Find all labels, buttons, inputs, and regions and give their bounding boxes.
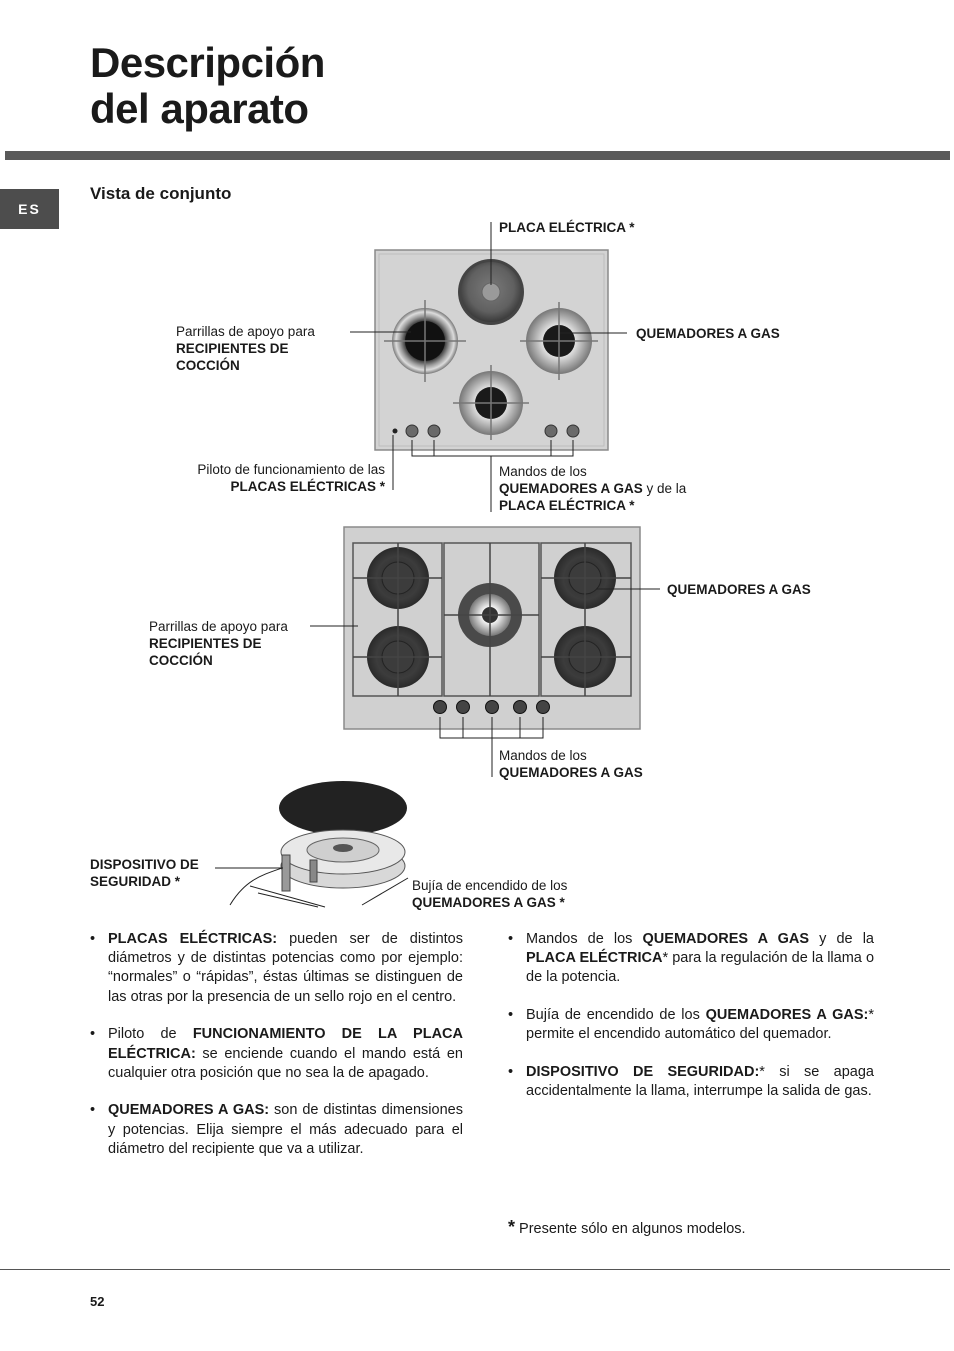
language-tab: ES [0, 189, 59, 229]
bullet-dispositivo: • DISPOSITIVO DE SEGURIDAD:* si se apaga accidentalmente la llama, interrumpe la salida de gas. [508, 1063, 874, 1101]
left-text-column [90, 930, 463, 1178]
dispositivo-label: DISPOSITIVO DE SEGURIDAD * [90, 857, 199, 889]
quemadores-label-2: QUEMADORES A GAS [667, 582, 811, 597]
page-number: 52 [90, 1294, 105, 1309]
quemadores-label-1: QUEMADORES A GAS [636, 326, 780, 341]
bullet-bujia: • Bujía de encendido de los QUEMADORES A GAS:* permite el encendido automático del quemador. [508, 1006, 874, 1044]
pilot-light-icon [393, 429, 398, 434]
footnote: * Presente sólo en algunos modelos. [508, 1217, 746, 1237]
bullet-mandos: • Mandos de los QUEMADORES A GAS y de la PLACA ELÉCTRICA* para la regulación de la llama o de la potencia. [508, 930, 874, 988]
parrillas-label-1: Parrillas de apoyo para RECIPIENTES DE COCCIÓN [176, 324, 315, 373]
piloto-label: Piloto de funcionamiento de las PLACAS ELÉCTRICAS * [197, 462, 385, 494]
bullet-quemadores: • QUEMADORES A GAS: son de distintas dimensiones y potencias. Elija siempre el más adecuado para el diámetro del recipiente que va a utilizar. [90, 1101, 463, 1159]
section-title: Vista de conjunto [90, 184, 232, 203]
cooktop-diagram-2 [310, 527, 660, 777]
mandos-label-1: Mandos de los QUEMADORES A GAS y de la PLACA ELÉCTRICA * [499, 464, 687, 513]
page-title-line1: Descripción [90, 39, 325, 86]
parrillas-label-2: Parrillas de apoyo para RECIPIENTES DE COCCIÓN [149, 619, 288, 668]
bullet-placas: • PLACAS ELÉCTRICAS: pueden ser de distintos diámetros y de distintas potencias como por ejemplo: “normales” o “rápidas”, éstas últimas se distinguen de las otras por la presencia de un sello rojo en el centro. [90, 930, 463, 1007]
bullet-piloto: • Piloto de FUNCIONAMIENTO DE LA PLACA ELÉCTRICA: se enciende cuando el mando está en cualquier otra posición que no sea la de apagado. [90, 1025, 463, 1083]
right-text-column [508, 930, 874, 1120]
page-title-line2: del aparato [90, 85, 309, 132]
placa-electrica-label: PLACA ELÉCTRICA * [499, 220, 635, 235]
mandos-label-2: Mandos de los QUEMADORES A GAS [499, 748, 643, 780]
burner-detail-diagram [215, 781, 408, 907]
footer-rule [0, 1269, 950, 1270]
bujia-label: Bujía de encendido de los QUEMADORES A GAS * [412, 878, 568, 910]
